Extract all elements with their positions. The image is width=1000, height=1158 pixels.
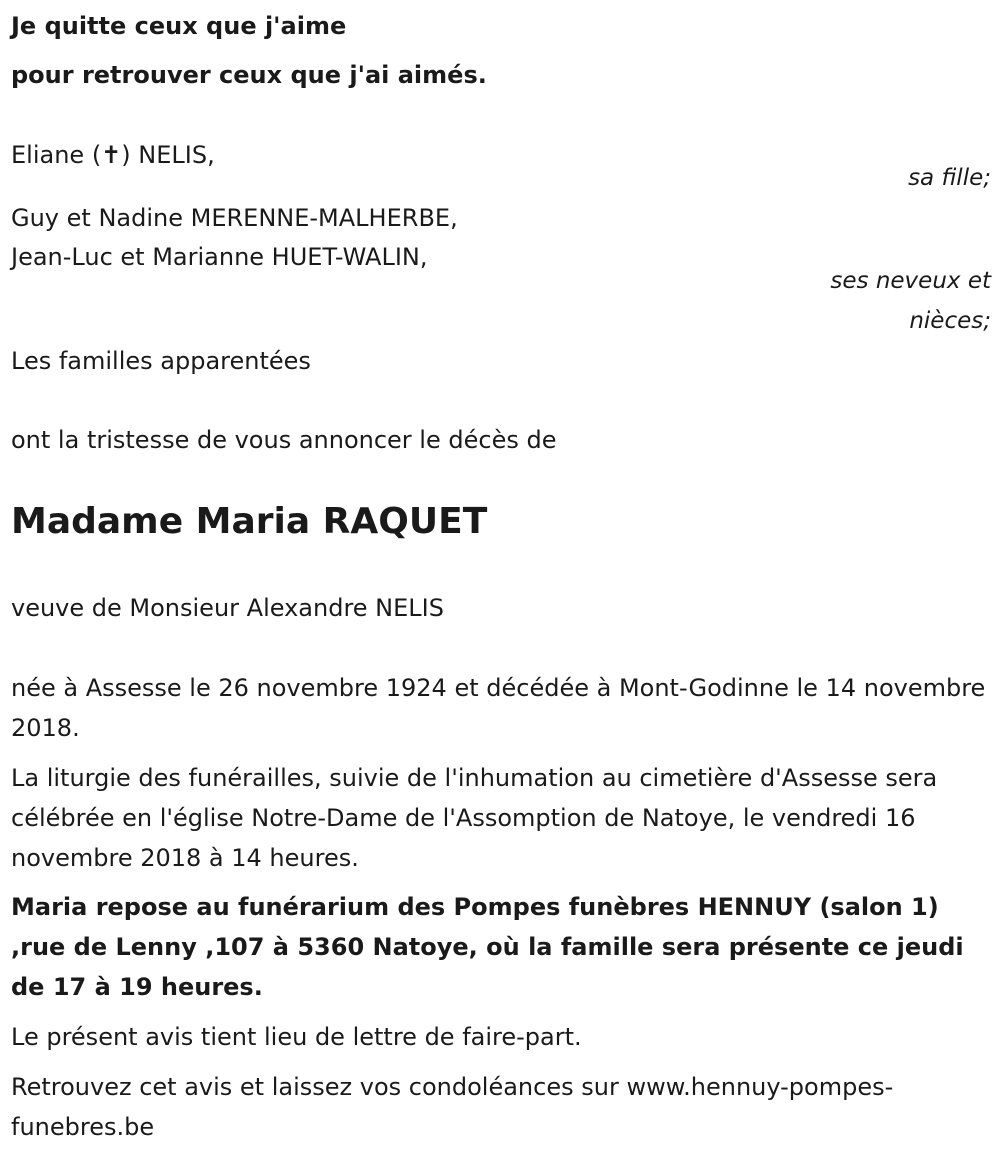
nephew-name-2: Jean-Luc et Marianne HUET-WALIN,	[11, 243, 428, 271]
nephew-name-1: Guy et Nadine MERENNE-MALHERBE,	[11, 204, 458, 232]
daughter-relation: sa fille;	[908, 165, 991, 191]
nephews-relation-line-1: ses neveux et	[830, 268, 991, 294]
widow-of: veuve de Monsieur Alexandre NELIS	[11, 594, 444, 622]
deceased-name: Madame Maria RAQUET	[11, 501, 488, 542]
birth-death-paragraph: née à Assesse le 26 novembre 1924 et décédée à Mont-Godinne le 14 novembre 2018.	[11, 674, 986, 742]
announcement-text: ont la tristesse de vous annoncer le décès de	[11, 426, 557, 454]
nephews-relation-line-2: nièces;	[909, 308, 991, 334]
quote-line-2: pour retrouver ceux que j'ai aimés.	[11, 61, 487, 89]
notice-paragraph: Le présent avis tient lieu de lettre de faire-part.	[11, 1023, 582, 1051]
daughter-name: Eliane (✝) NELIS,	[11, 141, 215, 169]
condolences-paragraph: Retrouvez cet avis et laissez vos condoléances sur www.hennuy-pompes-funebres.be	[11, 1073, 894, 1141]
quote-line-1: Je quitte ceux que j'aime	[11, 12, 347, 40]
related-families: Les familles apparentées	[11, 347, 311, 375]
ceremony-paragraph: La liturgie des funérailles, suivie de l'inhumation au cimetière d'Assesse sera célébrée en l'église Notre-Dame de l'Assomption de Natoye, le vendredi 16 novembre 2018 à 14 heures.	[11, 764, 938, 872]
visitation-paragraph: Maria repose au funérarium des Pompes funèbres HENNUY (salon 1) ,rue de Lenny ,107 à 5360 Natoye, où la famille sera présente ce jeudi de 17 à 19 heures.	[11, 893, 964, 1001]
